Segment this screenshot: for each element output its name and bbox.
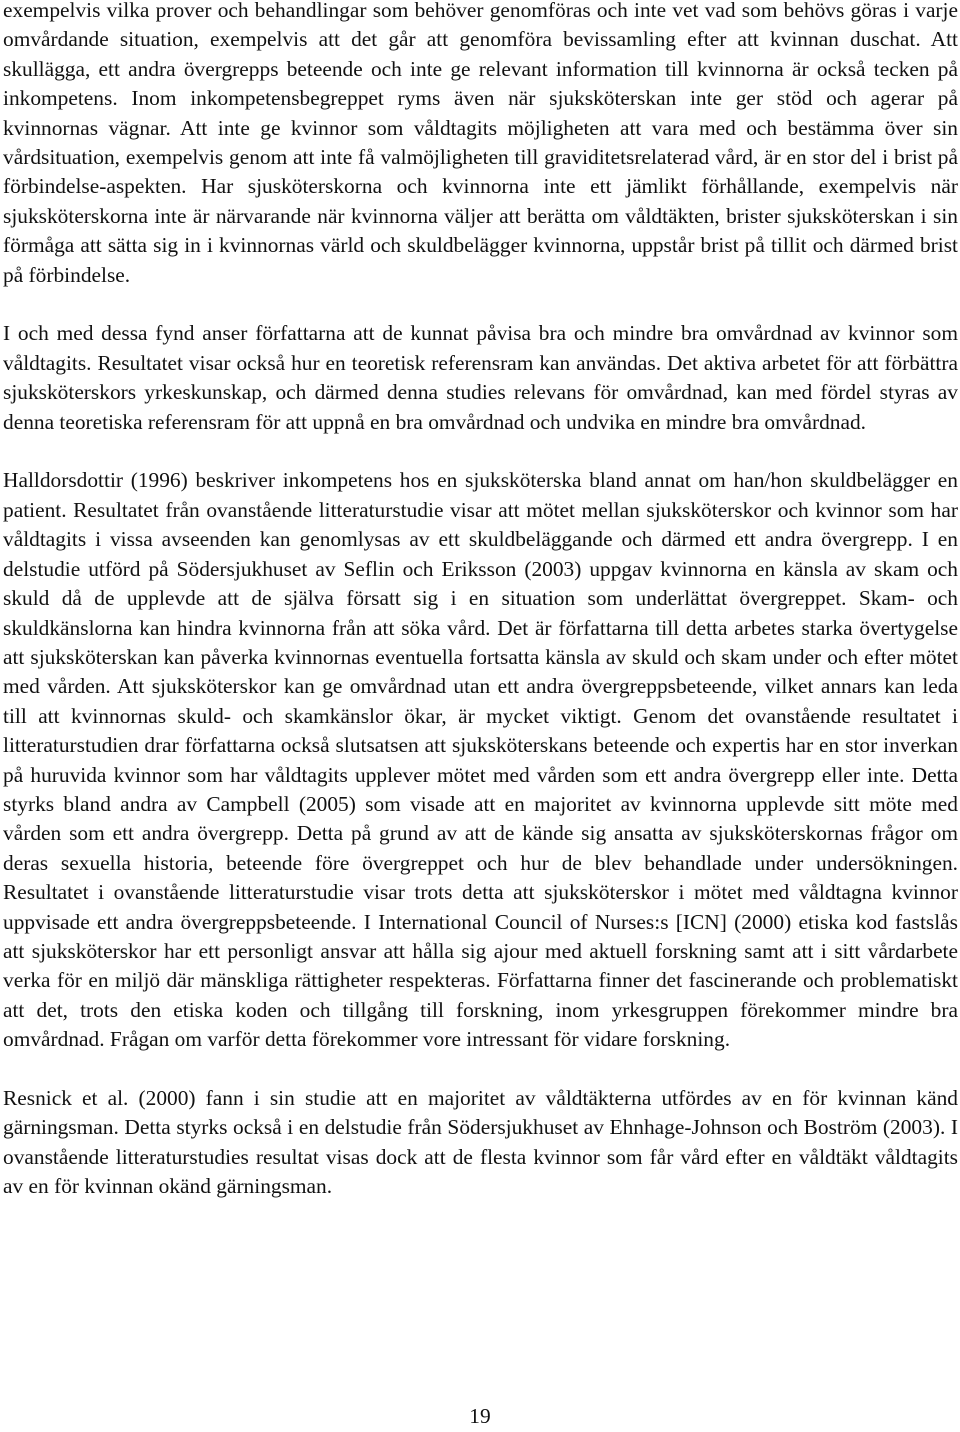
paragraph-findings-conclusion: I och med dessa fynd anser författarna att de kunnat påvisa bra och mindre bra omvårdnad av kvinnor som våldtagits. Resultatet visar också hur en teoretisk referensram kan användas. Det aktiva arbetet för att förbättra sjuksköterskors yrkeskunskap, och därmed denna studies relevans för omvårdnad, kan med fördel styras av denna teoretiska referensram för att uppnå en bra omvårdnad och undvika en mindre bra omvårdnad. — [3, 321, 958, 434]
paragraph-resnick-discussion: Resnick et al. (2000) fann i sin studie att en majoritet av våldtäkterna utfördes av en för kvinnan känd gärningsman. Detta styrks också i en delstudie från Södersjukhuset av Ehnhage-Johnson och Boström (2003). I ovanstående litteraturstudies resultat visas dock att de flesta kvinnor som får vård efter en våldtäkt våldtagits av en för kvinnan okänd gärningsman. — [3, 1085, 958, 1199]
page-number: 19 — [469, 1404, 491, 1428]
paragraph-incompetence-summary: exempelvis vilka prover och behandlingar som behöver genomföras och inte vet vad som behövs göras i varje omvårdande situation, exempelvis att det går att genomföra bevissamling efter att kvinnan duschat. Att skullägga, ett andra övergrepps beteende och inte ge relevant information till kvinnorna är också tecken på inkompetens. Inom inkompetensbegreppet ryms även när sjuksköterskan inte ger stöd och agerar på kvinnornas vägnar. Att inte ge kvinnor som våldtagits möjligheten att vara med och bestämma över sin vårdsituation, exempelvis genom att inte få valmöjligheten till graviditetsrelaterad vård, är en stor del i brist på förbindelse-aspekten. Har sjusköterskorna och kvinnorna inte ett jämlikt förhållande, exempelvis när sjuksköterskorna inte är närvarande när kvinnorna väljer att berätta om våldtäkten, brister sjuksköterskan i sin förmåga att sätta sig in i kvinnornas värld och skuldbelägger kvinnorna, uppstår brist på tillit och därmed brist på förbindelse. — [3, 0, 958, 287]
body-text — [3, 0, 958, 1231]
paragraph-halldorsdottir-discussion: Halldorsdottir (1996) beskriver inkompetens hos en sjuksköterska bland annat om han/hon skuldbelägger en patient. Resultatet från ovanstående litteraturstudie visar att mötet mellan sjuksköterskor och kvinnor som har våldtagits i vissa avseenden kan genomlysas av ett skuldbeläggande och därmed ett andra övergrepp. I en delstudie utförd på Södersjukhuset av Seflin och Eriksson (2003) uppgav kvinnorna en känsla av skam och skuld då de upplevde att de själva försatt sig i en situation som underlättat övergreppet. Skam- och skuldkänslorna kan hindra kvinnorna från att söka vård. Det är författarna till detta arbetes starka övertygelse att sjuksköterskan kan påverka kvinnornas eventuella fortsatta känsla av skuld och skam under och efter mötet med vården. Att sjuksköterskor kan ge omvårdnad utan ett andra övergreppsbeteende, vilket annars kan leda till att kvinnornas skuld- och skamkänslor ökar, är mycket viktigt. Genom det ovanstående resultatet i litteraturstudien drar författarna också slutsatsen att sjuksköterskans beteende och expertis har en stor inverkan på huruvida kvinnor som har våldtagits upplever mötet med vården som ett andra övergrepp eller inte. Detta styrks bland andra av Campbell (2005) som visade att en majoritet av kvinnorna upplevde sitt möte med vården som ett andra övergrepp. Detta på grund av att de kände sig ansatta av sjuksköterskornas frågor om deras sexuella historia, beteende före övergreppet och hur de blev behandlade under undersökningen. Resultatet i ovanstående litteraturstudie visar trots detta att sjuksköterskor i mötet med våldtagna kvinnor uppvisade ett andra övergreppsbeteende. I International Council of Nurses:s [ICN] (2000) etiska kod fastslås att sjuksköterskor har ett personligt ansvar att hålla sig ajour med aktuell forskning samt att i sitt vårdarbete verka för en miljö där mänskliga rättigheter respekteras. Författarna finner det fascinerande och problematiskt att det, trots den etiska koden och tillgång till forskning, inom yrkesgruppen förekommer mindre bra omvårdnad. Frågan om varför detta förekommer vore intressant för vidare forskning. — [3, 468, 958, 1052]
